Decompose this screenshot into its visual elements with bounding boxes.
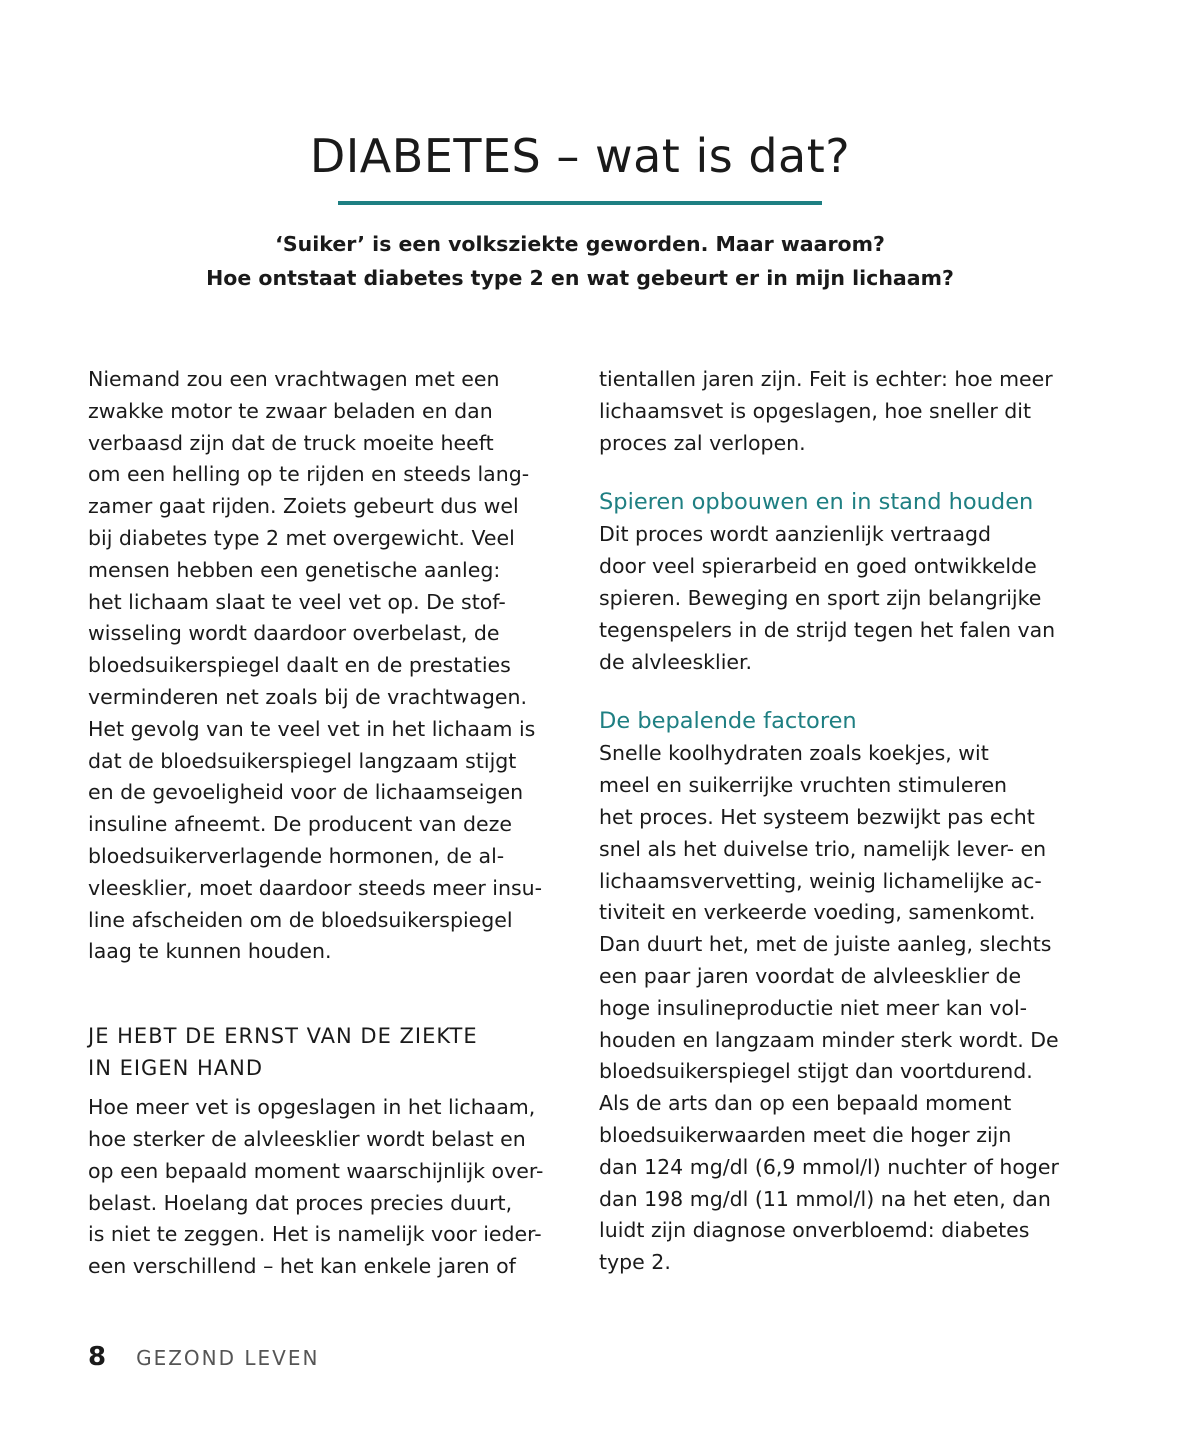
text-line: een verschillend – het kan enkele jaren of (88, 1254, 516, 1279)
text-line: het proces. Het systeem bezwijkt pas echt (599, 804, 1035, 829)
text-line: door veel spierarbeid en goed ontwikkelde (599, 554, 1037, 579)
running-head: GEZOND LEVEN (136, 1346, 320, 1370)
text-line: insuline afneemt. De producent van deze (88, 812, 512, 837)
text-line: laag te kunnen houden. (88, 939, 332, 964)
text-line: spieren. Beweging en sport zijn belangrijke (599, 585, 1042, 610)
text-line: en de gevoeligheid voor de lichaamseigen (88, 780, 524, 805)
text-line: vleesklier, moet daardoor steeds meer insu- (88, 875, 543, 900)
right-column (599, 364, 1119, 1279)
spacer (599, 678, 1119, 704)
text-line: bij diabetes type 2 met overgewicht. Veel (88, 525, 515, 550)
page-footer (88, 1342, 319, 1372)
text-line: luidt zijn diagnose onverbloemd: diabetes (599, 1218, 1030, 1243)
text-line: bloedsuikerspiegel stijgt dan voortdurend. (599, 1059, 1033, 1084)
text-line: meel en suikerrijke vruchten stimuleren (599, 773, 1008, 798)
text-line: zamer gaat rijden. Zoiets gebeurt dus wel (88, 494, 519, 519)
text-line: Als de arts dan op een bepaald moment (599, 1091, 1012, 1116)
text-line: Het gevolg van te veel vet in het lichaam is (88, 716, 536, 741)
text-line: tegenspelers in de strijd tegen het falen van (599, 617, 1056, 642)
section-heading (88, 1020, 588, 1084)
spacer (88, 1084, 588, 1092)
text-line: dan 198 mg/dl (11 mmol/l) na het eten, dan (599, 1186, 1051, 1211)
spacer (599, 459, 1119, 485)
title-underline (338, 201, 822, 205)
text-line: bloedsuikerspiegel daalt en de prestaties (88, 653, 511, 678)
text-line: dan 124 mg/dl (6,9 mmol/l) nuchter of hoger (599, 1154, 1059, 1179)
page-title: DIABETES – wat is dat? (309, 129, 851, 183)
text-line: Dit proces wordt aanzienlijk vertraagd (599, 522, 992, 547)
text-line: hoge insulineproductie niet meer kan vol- (599, 995, 1028, 1020)
text-line: Snelle koolhydraten zoals koekjes, wit (599, 741, 989, 766)
text-line: het lichaam slaat te veel vet op. De stof- (88, 589, 506, 614)
text-line: de alvleesklier. (599, 649, 753, 674)
subheading-factors: De bepalende factoren (599, 708, 857, 735)
page-number: 8 (88, 1342, 107, 1372)
text-line: type 2. (599, 1250, 671, 1275)
muscles-paragraph (599, 519, 1119, 678)
text-line: wisseling wordt daardoor overbelast, de (88, 621, 500, 646)
left-column (88, 364, 588, 1283)
text-line: op een bepaald moment waarschijnlijk over- (88, 1158, 544, 1183)
section-heading-line: JE HEBT DE ERNST VAN DE ZIEKTE (88, 1024, 478, 1049)
text-line: belast. Hoelang dat proces precies duurt, (88, 1190, 513, 1215)
text-line: Niemand zou een vrachtwagen met een (88, 367, 500, 391)
text-line: dat de bloedsuikerspiegel langzaam stijgt (88, 748, 517, 773)
intro-paragraph (88, 364, 588, 968)
continued-paragraph (599, 364, 1119, 459)
text-line: bloedsuikerverlagende hormonen, de al- (88, 843, 505, 868)
text-line: proces zal verlopen. (599, 430, 806, 455)
text-line: line afscheiden om de bloedsuikerspiegel (88, 907, 513, 932)
text-line: lichaamsvervetting, weinig lichamelijke ac- (599, 868, 1042, 893)
text-line: is niet te zeggen. Het is namelijk voor ieder- (88, 1222, 542, 1247)
text-line: om een helling op te rijden en steeds lang- (88, 462, 530, 487)
text-line: Dan duurt het, met de juiste aanleg, slechts (599, 932, 1052, 957)
text-line: zwakke motor te zwaar beladen en dan (88, 398, 493, 423)
section-heading-line: IN EIGEN HAND (88, 1056, 264, 1081)
text-line: verbaasd zijn dat de truck moeite heeft (88, 430, 494, 455)
subtitle-line: Hoe ontstaat diabetes type 2 en wat gebeurt er in mijn lichaam? (206, 266, 954, 290)
subheading-muscles: Spieren opbouwen en in stand houden (599, 489, 1034, 516)
text-line: verminderen net zoals bij de vrachtwagen. (88, 684, 528, 709)
text-line: lichaamsvet is opgeslagen, hoe sneller dit (599, 398, 1032, 423)
text-line: hoe sterker de alvleesklier wordt belast en (88, 1126, 526, 1151)
section-paragraph (88, 1092, 588, 1283)
text-line: tientallen jaren zijn. Feit is echter: hoe meer (599, 367, 1053, 391)
text-line: tiviteit en verkeerde voeding, samenkomt. (599, 900, 1036, 925)
spacer (88, 968, 588, 1020)
subtitle (0, 227, 1160, 295)
text-line: houden en langzaam minder sterk wordt. De (599, 1027, 1059, 1052)
text-line: snel als het duivelse trio, namelijk lever- en (599, 836, 1047, 861)
text-line: bloedsuikerwaarden meet die hoger zijn (599, 1122, 1012, 1147)
factors-paragraph (599, 738, 1119, 1279)
text-line: een paar jaren voordat de alvleesklier de (599, 963, 1022, 988)
text-line: Hoe meer vet is opgeslagen in het lichaam, (88, 1095, 536, 1120)
text-line: mensen hebben een genetische aanleg: (88, 557, 501, 582)
subtitle-line: ‘Suiker’ is een volksziekte geworden. Maar waarom? (275, 232, 885, 256)
